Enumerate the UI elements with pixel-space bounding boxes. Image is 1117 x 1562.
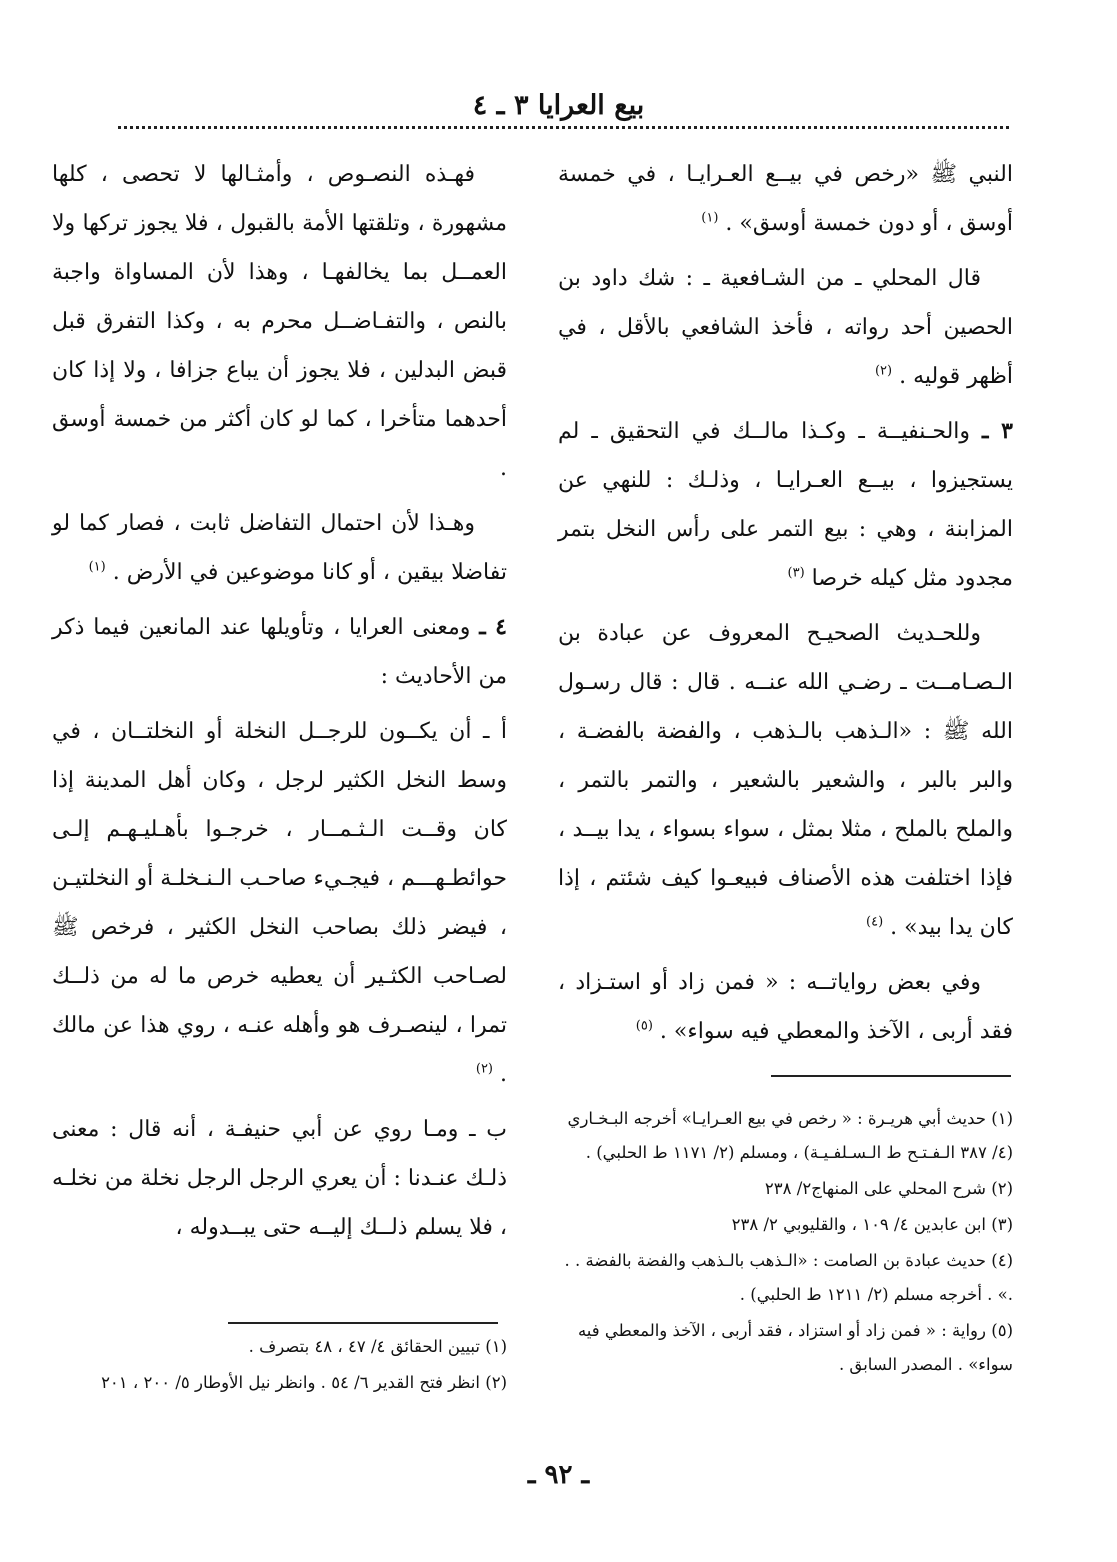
footnote	[558, 1172, 1013, 1206]
footnote-number: (٤)	[991, 1251, 1013, 1270]
paragraph-text: النبي ﷺ «رخص في بيــع العـرايـا ، في خمسة أوسق ، أو دون خمسة أوسق» .	[558, 162, 1013, 236]
footnote-ref: (٤)	[866, 914, 884, 930]
footnote-number: (١)	[991, 1109, 1013, 1128]
section-number: ٤ ـ	[479, 614, 507, 640]
paragraph	[558, 609, 1013, 952]
footnote-number: (٢)	[991, 1179, 1013, 1198]
paragraph	[558, 958, 1013, 1056]
footnote-text: تبيين الحقائق ٤/ ٤٧ ، ٤٨ بتصرف .	[248, 1337, 480, 1356]
paragraph-text: وفي بعض رواياتــه : « فمن زاد أو استـزاد ، فقد أربى ، الآخذ والمعطي فيه سواء» .	[558, 970, 1013, 1044]
paragraph	[52, 150, 507, 493]
footnote-text: انظر فتح القدير ٦/ ٥٤ . وانظر نيل الأوطار ٥/ ٢٠٠ ، ٢٠١	[101, 1373, 480, 1392]
paragraph-text: والحـنفيــة ـ وكـذا مالــك في التحقيق ـ لم يستجيزوا ، بيــع العـرايـا ، وذلـك : للنهي عن المزابنة ، وهي : بيع التمر على رأس النخل بتمر مجدود مثل كيله خرصا	[558, 419, 1013, 591]
footnote-number: (٢)	[485, 1373, 507, 1392]
paragraph-text: ب ـ ومـا روي عن أبي حنيفـة ، أنه قال : معنى ذلـك عنـدنا : أن يعري الرجل الرجل نخلة من نخلـه ، فلا يسلم ذلــك إليــه حتى يبــدوله ،	[52, 1117, 507, 1240]
paragraph-text: فهـذه النصـوص ، وأمثـالها لا تحصى ، كلها مشهورة ، وتلقتها الأمة بالقبول ، فلا يجوز تركها ولا العمــل بما يخالفهـا ، وهذا لأن المساواة واجبة بالنص ، والتفـاضــل محرم به ، وكذا التفرق قبل قبض البدلين ، فلا يجوز أن يباع جزافا ، ولا إذا كان أحدهما متأخرا ، كما لو كان أكثر من خمسة أوسق .	[52, 162, 507, 481]
footnote	[52, 1366, 507, 1400]
footnote-separator	[771, 1075, 1011, 1077]
footnote-text: شرح المحلي على المنهاج٢/ ٢٣٨	[764, 1179, 986, 1198]
footnotes-right	[558, 1102, 1013, 1384]
footnote	[558, 1314, 1013, 1382]
left-column	[52, 150, 507, 1258]
footnote-text: ابن عابدين ٤/ ١٠٩ ، والقليوبي ٢/ ٢٣٨	[731, 1215, 986, 1234]
paragraph	[52, 1105, 507, 1252]
running-header: بيع العرايا ٣ ـ ٤	[472, 90, 645, 121]
footnotes-left	[52, 1330, 507, 1402]
paragraph	[558, 407, 1013, 603]
footnote-ref: (١)	[88, 559, 106, 575]
footnote-text: حديث أبي هريـرة : « رخص في بيع العـرايـا» أخرجه البـخـاري (٤/ ٣٨٧ الـفـتـح ط الـسـلفـيـة) ، ومسلم (٢/ ١١٧١ ط الحلبي) .	[567, 1109, 1013, 1162]
section-number: ٣ ـ	[982, 418, 1013, 444]
footnote	[558, 1244, 1013, 1312]
paragraph-text: وهـذا لأن احتمال التفاضل ثابت ، فصار كما لو تفاضلا بيقين ، أو كانا موضوعين في الأرض .	[52, 511, 507, 585]
footnote-ref: (٢)	[874, 363, 893, 379]
paragraph	[558, 254, 1013, 401]
page-number: ـ ٩٢ ـ	[527, 1460, 590, 1490]
paragraph	[52, 707, 507, 1099]
footnote-separator	[228, 1322, 498, 1324]
paragraph-text: ومعنى العرايا ، وتأويلها عند المانعين فيما ذكر من الأحاديث :	[52, 615, 507, 689]
footnote-ref: (٣)	[787, 565, 805, 581]
paragraph	[52, 499, 507, 597]
footnote	[558, 1102, 1013, 1170]
footnote-ref: (١)	[701, 210, 719, 226]
paragraph-text: قال المحلي ـ من الشـافعية ـ : شك داود بن الحصين أحد رواته ، فأخذ الشافعي بالأقل ، في أظهر قوليه .	[558, 266, 1013, 389]
paragraph-text: وللحـديث الصحيـح المعروف عن عبادة بن الـصـامــت ـ رضـي الله عنــه . قال : قال رسـول الله ﷺ : «الـذهب بالـذهب ، والفضة بالفضـة ، والبر بالبر ، والشعير بالشعير ، والتمر بالتمر ، والملح بالملح ، مثلا بمثل ، سواء بسواء ، يدا بيــد ، فإذا اختلفت هذه الأصناف فبيعـوا كيف شئتم ، إذا كان يدا بيد» .	[558, 621, 1013, 940]
footnote	[558, 1208, 1013, 1242]
footnote	[52, 1330, 507, 1364]
footnote-text: حديث عبادة بن الصامت : «الـذهب بالـذهب والفضة بالفضة . . .» . أخرجه مسلم (٢/ ١٢١١ ط الحلبي) .	[564, 1251, 1013, 1304]
right-column	[558, 150, 1013, 1062]
header-dotted-rule	[118, 126, 1009, 129]
footnote-text: رواية : « فمن زاد أو استزاد ، فقد أربى ، الآخذ والمعطي فيه سواء» . المصدر السابق .	[577, 1321, 1013, 1374]
footnote-number: (١)	[485, 1337, 507, 1356]
footnote-number: (٥)	[991, 1321, 1013, 1340]
footnote-number: (٣)	[991, 1215, 1013, 1234]
paragraph-text: أ ـ أن يكــون للرجــل النخلة أو النخلتــان ، في وسط النخل الكثير لرجل ، وكان أهل المدينة إذا كان وقــت الـثـمــار ، خرجـوا بأهـليـهـم إلـى حوائطـهـــم ، فيجـيء صاحـب الـنـخلـة أو النخلتيـن ، فيضر ذلك بصاحب النخل الكثير ، فرخص ﷺ لصـاحب الكثـير أن يعطيه خرص ما له من ذلــك تمرا ، لينصـرف هو وأهله عنـه ، روي هذا عن مالك .	[52, 719, 507, 1087]
paragraph	[558, 150, 1013, 248]
paragraph	[52, 603, 507, 701]
footnote-ref: (٥)	[635, 1018, 653, 1034]
footnote-ref: (٢)	[475, 1061, 493, 1077]
